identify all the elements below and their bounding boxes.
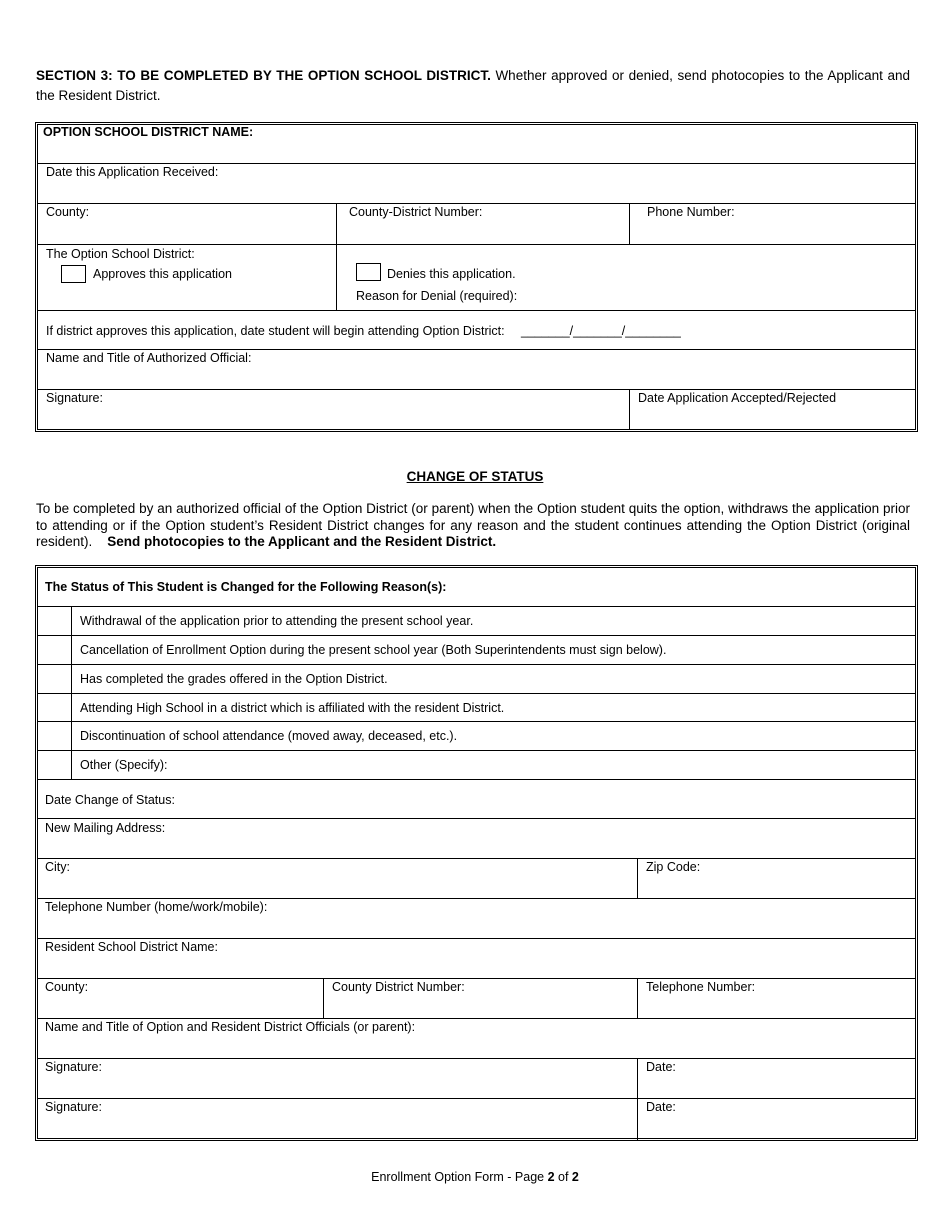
- reason-checkbox[interactable]: [37, 607, 71, 635]
- zip-code-label: Zip Code:: [646, 860, 701, 874]
- county-label: County:: [46, 205, 90, 219]
- district-name-field[interactable]: [37, 143, 916, 162]
- change-of-status-heading: CHANGE OF STATUS: [406, 469, 544, 484]
- page-footer: Enrollment Option Form - Page 2 of 2: [371, 1170, 579, 1184]
- date-label: Date:: [646, 1100, 676, 1114]
- reason-checkbox[interactable]: [37, 636, 71, 664]
- county-district-number-label: County District Number:: [332, 980, 465, 994]
- approves-checkbox[interactable]: [61, 265, 86, 283]
- reason-checkbox[interactable]: [37, 694, 71, 721]
- reason-checkbox[interactable]: [37, 722, 71, 750]
- reason-checkbox[interactable]: [37, 665, 71, 693]
- officials-label: Name and Title of Option and Resident District Officials (or parent):: [45, 1020, 416, 1034]
- reason-checkbox[interactable]: [37, 751, 71, 779]
- telephone-label: Telephone Number:: [646, 980, 756, 994]
- attend-date-field[interactable]: _______/_______/________: [521, 324, 681, 338]
- reason-item: Discontinuation of school attendance (moved away, deceased, etc.).: [80, 729, 458, 743]
- resident-district-label: Resident School District Name:: [45, 940, 218, 954]
- attend-date-label: If district approves this application, date student will begin attending Option District:: [46, 324, 505, 338]
- denies-checkbox[interactable]: [356, 263, 381, 281]
- reason-item: Attending High School in a district which is affiliated with the resident District.: [80, 701, 505, 715]
- date-label: Date:: [646, 1060, 676, 1074]
- section3-title: SECTION 3: TO BE COMPLETED BY THE OPTION SCHOOL DISTRICT.: [36, 68, 491, 83]
- county-label: County:: [45, 980, 89, 994]
- district-name-label: OPTION SCHOOL DISTRICT NAME:: [43, 125, 254, 139]
- mailing-address-label: New Mailing Address:: [45, 821, 166, 835]
- phone-number-label: Phone Number:: [647, 205, 735, 219]
- telephone-hwm-label: Telephone Number (home/work/mobile):: [45, 900, 268, 914]
- date-accepted-label: Date Application Accepted/Rejected: [638, 391, 837, 405]
- signature-label: Signature:: [45, 1060, 102, 1074]
- denial-reason-label: Reason for Denial (required):: [356, 289, 518, 303]
- reason-item: Other (Specify):: [80, 758, 168, 772]
- date-received-label: Date this Application Received:: [46, 165, 219, 179]
- reason-item: Has completed the grades offered in the Option District.: [80, 672, 388, 686]
- county-district-number-label: County-District Number:: [349, 205, 483, 219]
- signature-label: Signature:: [46, 391, 103, 405]
- date-received-field[interactable]: [37, 183, 916, 202]
- reason-item: Cancellation of Enrollment Option during the present school year (Both Superintendents must sign below).: [80, 643, 667, 657]
- section3-instructions: Whether approved or denied, send photocopies to the Applicant and the Resident District.: [36, 68, 911, 103]
- reason-item: Withdrawal of the application prior to attending the present school year.: [80, 614, 474, 628]
- option-district-decision-label: The Option School District:: [46, 247, 195, 261]
- change-of-status-instructions: To be completed by an authorized official of the Option District (or parent) when the Option student quits the option, withdraws the application prior to attending or if the Option student’s Resident District changes for any reason and the student continues attending the Option District (original resident). Send photocopies to the Applicant and the Resident District.: [36, 501, 910, 549]
- date-change-label: Date Change of Status:: [45, 793, 175, 807]
- authorized-official-label: Name and Title of Authorized Official:: [46, 351, 252, 365]
- denies-label: Denies this application.: [387, 267, 516, 281]
- section3-intro: [36, 66, 910, 106]
- signature-label: Signature:: [45, 1100, 102, 1114]
- approves-label: Approves this application: [93, 267, 232, 281]
- city-label: City:: [45, 860, 70, 874]
- reasons-header: The Status of This Student is Changed for the Following Reason(s):: [45, 580, 447, 594]
